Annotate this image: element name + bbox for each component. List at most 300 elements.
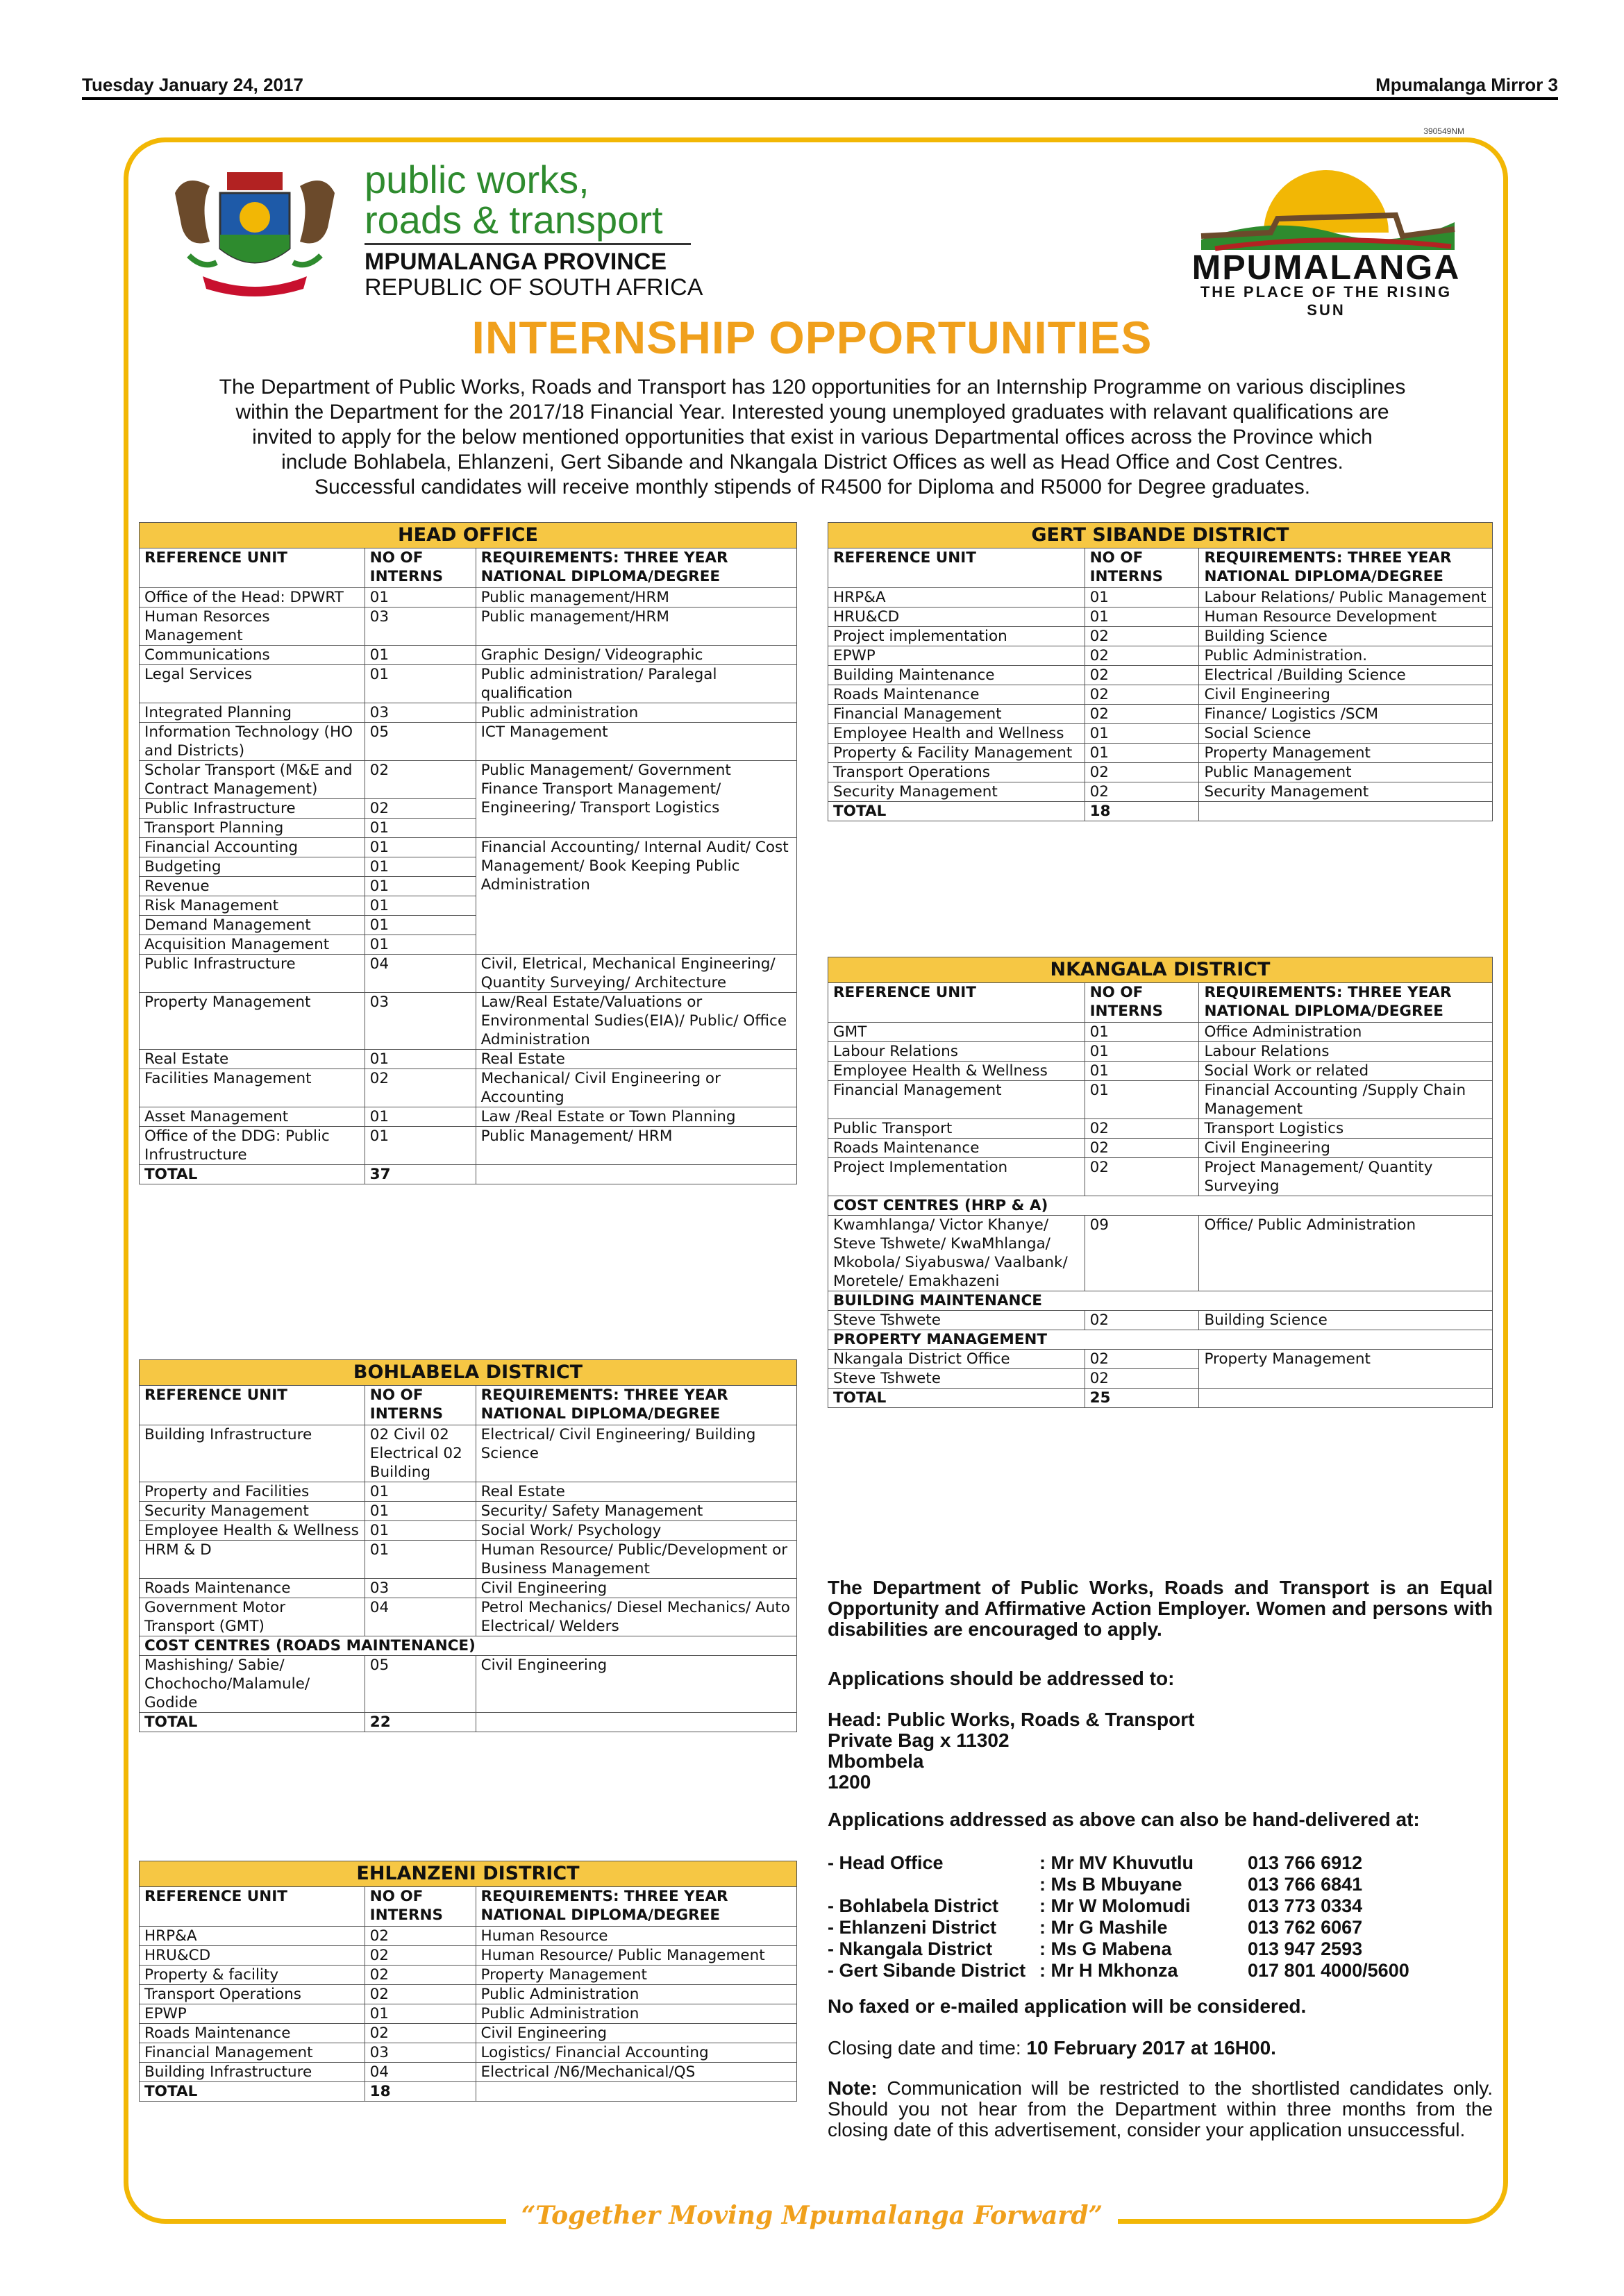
closing-value: 10 February 2017 at 16H00. — [1026, 2037, 1276, 2059]
requirements-cell: Civil Engineering — [1199, 1139, 1493, 1158]
interns-count-cell: 01 — [365, 896, 476, 916]
requirements-cell: Social Science — [1199, 724, 1493, 744]
table-row — [828, 685, 1493, 705]
contact-row — [828, 1960, 1428, 1981]
table-header-row — [140, 548, 797, 588]
section-title: NKANGALA DISTRICT — [828, 957, 1493, 982]
requirements-cell: Finance/ Logistics /SCM — [1199, 705, 1493, 724]
requirements-cell: Labour Relations/ Public Management — [1199, 588, 1493, 607]
table-row — [828, 1216, 1493, 1291]
address-line: Mbombela — [828, 1750, 924, 1772]
closing-label: Closing date and time: — [828, 2037, 1021, 2059]
header-no-of-interns: NO OF INTERNS — [1085, 983, 1199, 1023]
interns-count-cell: 02 — [1085, 666, 1199, 685]
table-row — [140, 1946, 797, 1966]
ad-reference-code: 390549NM — [1423, 126, 1464, 136]
contact-person: : Mr G Mashile — [1039, 1917, 1168, 1938]
no-fax-notice: No faxed or e-mailed application will be considered. — [828, 1995, 1307, 2017]
reference-unit-cell: Transport Operations — [828, 763, 1085, 782]
address-line: Head: Public Works, Roads & Transport — [828, 1709, 1195, 1730]
interns-count-cell: 01 — [365, 1521, 476, 1541]
reference-unit-cell: Steve Tshwete — [828, 1311, 1085, 1330]
intro-line: include Bohlabela, Ehlanzeni, Gert Sibande and Nkangala District Offices as well as Head Office and Cost Centres. — [281, 451, 1343, 474]
contact-office — [828, 1874, 1039, 1895]
requirements-cell: Human Resource — [476, 1927, 796, 1946]
interns-count-cell: 02 — [1085, 1350, 1199, 1369]
interns-count-cell: 01 — [1085, 1042, 1199, 1062]
reference-unit-cell: Security Management — [828, 782, 1085, 802]
total-blank — [476, 2082, 796, 2102]
reference-unit-cell: HRM & D — [140, 1541, 365, 1579]
interns-count-cell: 02 — [1085, 646, 1199, 666]
contact-office: - Gert Sibande District — [828, 1960, 1026, 1981]
requirements-cell: Office/ Public Administration — [1199, 1216, 1493, 1291]
table-row — [828, 646, 1493, 666]
contact-office: - Head Office — [828, 1852, 944, 1873]
requirements-cell: Petrol Mechanics/ Diesel Mechanics/ Auto Electrical/ Welders — [476, 1598, 796, 1636]
contact-office: - Nkangala District — [828, 1938, 993, 1959]
interns-count-cell: 03 — [365, 1579, 476, 1598]
reference-unit-cell: Employee Health & Wellness — [140, 1521, 365, 1541]
requirements-cell: Office Administration — [1199, 1023, 1493, 1042]
interns-count-cell: 02 — [365, 1966, 476, 1985]
interns-count-cell: 01 — [1085, 1023, 1199, 1042]
interns-count-cell: 03 — [365, 607, 476, 646]
requirements-cell: Labour Relations — [1199, 1042, 1493, 1062]
interns-count-cell: 03 — [365, 993, 476, 1050]
requirements-cell: Public Administration. — [1199, 646, 1493, 666]
requirements-cell: Social Work/ Psychology — [476, 1521, 796, 1541]
table-row — [140, 1482, 797, 1502]
contact-row — [828, 1874, 1428, 1895]
reference-unit-cell: Risk Management — [140, 896, 365, 916]
total-blank — [476, 1165, 796, 1184]
interns-count-cell: 01 — [365, 1541, 476, 1579]
table-row — [828, 1081, 1493, 1119]
reference-unit-cell: Employee Health & Wellness — [828, 1062, 1085, 1081]
reference-unit-cell: Information Technology (HO and Districts) — [140, 723, 365, 761]
requirements-cell: Civil Engineering — [476, 2024, 796, 2043]
interns-count-cell: 02 — [1085, 1311, 1199, 1330]
bohlabela-table — [139, 1359, 797, 1732]
contact-person: : Ms G Mabena — [1039, 1938, 1172, 1959]
address-line: 1200 — [828, 1771, 871, 1793]
section-title: GERT SIBANDE DISTRICT — [828, 522, 1493, 548]
requirements-cell: Social Work or related — [1199, 1062, 1493, 1081]
requirements-cell: Public Administration — [476, 1985, 796, 2004]
total-blank — [1199, 1389, 1493, 1408]
requirements-cell: Civil Engineering — [476, 1579, 796, 1598]
reference-unit-cell: Financial Management — [140, 2043, 365, 2063]
interns-count-cell: 01 — [365, 665, 476, 703]
intro-line: invited to apply for the below mentioned opportunities that exist in various Departmental offices across the Province which — [252, 426, 1373, 449]
reference-unit-cell: Kwamhlanga/ Victor Khanye/ Steve Tshwete/ KwaMhlanga/ Mkobola/ Siyabuswa/ Vaalbank/ Moretele/ Emakhazeni — [828, 1216, 1085, 1291]
newspaper-page: Mpumalanga Mirror 3 — [1375, 74, 1558, 95]
header-no-of-interns: NO OF INTERNS — [365, 1887, 476, 1927]
reference-unit-cell: Property Management — [140, 993, 365, 1050]
table-row — [140, 1656, 797, 1713]
republic-name: REPUBLIC OF SOUTH AFRICA — [365, 274, 703, 301]
total-row — [140, 1713, 797, 1732]
interns-count-cell: 01 — [1085, 1081, 1199, 1119]
table-row — [828, 724, 1493, 744]
table-row — [828, 588, 1493, 607]
table-row — [140, 1069, 797, 1107]
table-row — [140, 1425, 797, 1482]
table-row — [828, 763, 1493, 782]
reference-unit-cell: Integrated Planning — [140, 703, 365, 723]
contact-person: : Ms B Mbuyane — [1039, 1874, 1182, 1895]
total-row — [140, 1165, 797, 1184]
total-row — [140, 2082, 797, 2102]
header-reference-unit: REFERENCE UNIT — [828, 548, 1085, 588]
total-value: 25 — [1085, 1389, 1199, 1408]
header-no-of-interns: NO OF INTERNS — [1085, 548, 1199, 588]
mpumalanga-wordmark: MPUMALANGA — [1191, 248, 1461, 287]
interns-count-cell: 01 — [365, 935, 476, 955]
requirements-cell: Public Administration — [476, 2004, 796, 2024]
reference-unit-cell: Employee Health and Wellness — [828, 724, 1085, 744]
contact-row — [828, 1938, 1428, 1960]
table-row — [140, 1127, 797, 1165]
requirements-cell: Project Management/ Quantity Surveying — [1199, 1158, 1493, 1196]
interns-count-cell: 01 — [365, 2004, 476, 2024]
interns-count-cell: 01 — [1085, 744, 1199, 763]
header-no-of-interns: NO OF INTERNS — [365, 548, 476, 588]
intro-line: The Department of Public Works, Roads and Transport has 120 opportunities for an Internship Programme on various disciplines — [219, 376, 1406, 399]
contact-person: : Mr H Mkhonza — [1039, 1960, 1178, 1981]
subsection-label: PROPERTY MANAGEMENT — [828, 1330, 1493, 1350]
table-row — [140, 1521, 797, 1541]
table-row — [140, 761, 797, 799]
interns-count-cell: 04 — [365, 2063, 476, 2082]
table-row — [828, 1023, 1493, 1042]
reference-unit-cell: Government Motor Transport (GMT) — [140, 1598, 365, 1636]
total-label: TOTAL — [140, 1165, 365, 1184]
total-label: TOTAL — [828, 802, 1085, 821]
department-name — [365, 160, 663, 240]
total-label: TOTAL — [140, 1713, 365, 1732]
reference-unit-cell: Security Management — [140, 1502, 365, 1521]
reference-unit-cell: Property and Facilities — [140, 1482, 365, 1502]
interns-count-cell: 01 — [1085, 1062, 1199, 1081]
contact-list — [828, 1852, 1428, 1981]
requirements-cell: Mechanical/ Civil Engineering or Accounting — [476, 1069, 796, 1107]
requirements-cell: Electrical/ Civil Engineering/ Building Science — [476, 1425, 796, 1482]
table-row — [828, 1350, 1493, 1369]
table-row — [828, 607, 1493, 627]
contact-person: : Mr MV Khuvutlu — [1039, 1852, 1194, 1873]
issue-date: Tuesday January 24, 2017 — [82, 74, 303, 95]
interns-count-cell: 01 — [365, 819, 476, 838]
interns-count-cell: 02 — [365, 2024, 476, 2043]
interns-count-cell: 02 — [1085, 1139, 1199, 1158]
requirements-cell: Building Science — [1199, 627, 1493, 646]
reference-unit-cell: Revenue — [140, 877, 365, 896]
contact-phone: 013 766 6912 — [1248, 1852, 1363, 1873]
header-requirements: REQUIREMENTS: THREE YEAR NATIONAL DIPLOMA/DEGREE — [476, 1887, 796, 1927]
table-row — [828, 1042, 1493, 1062]
table-row — [140, 1502, 797, 1521]
table-row — [140, 646, 797, 665]
requirements-cell: Property Management — [1199, 744, 1493, 763]
table-row — [140, 607, 797, 646]
gert-sibande-table — [828, 522, 1493, 821]
requirements-cell: Public administration/ Paralegal qualification — [476, 665, 796, 703]
header-requirements: REQUIREMENTS: THREE YEAR NATIONAL DIPLOMA/DEGREE — [1199, 548, 1493, 588]
section-title: EHLANZENI DISTRICT — [139, 1861, 797, 1886]
header-reference-unit: REFERENCE UNIT — [140, 1887, 365, 1927]
requirements-cell: Transport Logistics — [1199, 1119, 1493, 1139]
interns-count-cell: 02 — [365, 761, 476, 799]
intro-paragraph — [142, 375, 1482, 500]
interns-count-cell: 02 — [365, 1069, 476, 1107]
requirements-cell: Electrical /Building Science — [1199, 666, 1493, 685]
interns-count-cell: 04 — [365, 1598, 476, 1636]
coat-of-arms-icon — [161, 165, 349, 304]
table-row — [140, 2043, 797, 2063]
interns-count-cell: 01 — [365, 1502, 476, 1521]
reference-unit-cell: Steve Tshwete — [828, 1369, 1085, 1389]
contact-phone: 017 801 4000/5600 — [1248, 1960, 1409, 1981]
reference-unit-cell: Public Infrastructure — [140, 799, 365, 819]
interns-count-cell: 02 — [365, 1946, 476, 1966]
reference-unit-cell: HRU&CD — [140, 1946, 365, 1966]
reference-unit-cell: Financial Accounting — [140, 838, 365, 857]
interns-count-cell: 01 — [365, 1127, 476, 1165]
total-value: 18 — [365, 2082, 476, 2102]
reference-unit-cell: HRP&A — [828, 588, 1085, 607]
total-value: 18 — [1085, 802, 1199, 821]
reference-unit-cell: GMT — [828, 1023, 1085, 1042]
interns-count-cell: 09 — [1085, 1216, 1199, 1291]
reference-unit-cell: Property & facility — [140, 1966, 365, 1985]
reference-unit-cell: Building Infrastructure — [140, 2063, 365, 2082]
department-rule — [365, 243, 691, 245]
contact-row — [828, 1917, 1428, 1938]
mpumalanga-tagline: THE PLACE OF THE RISING SUN — [1200, 283, 1453, 319]
intro-line: Successful candidates will receive monthly stipends of R4500 for Diploma and R5000 for Degree graduates. — [314, 476, 1311, 498]
reference-unit-cell: Budgeting — [140, 857, 365, 877]
table-row — [140, 703, 797, 723]
header-requirements: REQUIREMENTS: THREE YEAR NATIONAL DIPLOMA/DEGREE — [476, 1386, 796, 1425]
intro-line: within the Department for the 2017/18 Financial Year. Interested young unemployed graduates with relavant qualifications are — [235, 401, 1389, 424]
table-header-row — [828, 548, 1493, 588]
requirements-cell: Civil Engineering — [476, 1656, 796, 1713]
reference-unit-cell: Roads Maintenance — [828, 685, 1085, 705]
page-title: INTERNSHIP OPPORTUNITIES — [471, 312, 1153, 363]
contact-phone: 013 762 6067 — [1248, 1917, 1363, 1938]
interns-count-cell: 02 — [1085, 782, 1199, 802]
subsection-label: COST CENTRES (ROADS MAINTENANCE) — [140, 1636, 797, 1656]
table-row — [140, 955, 797, 993]
reference-unit-cell: Asset Management — [140, 1107, 365, 1127]
contact-phone: 013 947 2593 — [1248, 1938, 1363, 1959]
requirements-cell: Electrical /N6/Mechanical/QS — [476, 2063, 796, 2082]
interns-count-cell: 02 — [1085, 685, 1199, 705]
table-row — [140, 1927, 797, 1946]
contact-row — [828, 1895, 1428, 1917]
reference-unit-cell: Transport Operations — [140, 1985, 365, 2004]
interns-count-cell: 03 — [365, 2043, 476, 2063]
table-row — [140, 1050, 797, 1069]
province-name: MPUMALANGA PROVINCE — [365, 249, 667, 275]
department-name-line2: roads & transport — [365, 198, 663, 242]
table-row — [140, 665, 797, 703]
subsection-row — [828, 1291, 1493, 1311]
header-requirements: REQUIREMENTS: THREE YEAR NATIONAL DIPLOMA/DEGREE — [1199, 983, 1493, 1023]
nkangala-table — [828, 957, 1493, 1408]
ehlanzeni-table — [139, 1861, 797, 2102]
newspaper-header — [82, 64, 1558, 96]
section-title: HEAD OFFICE — [139, 522, 797, 548]
header-reference-unit: REFERENCE UNIT — [140, 548, 365, 588]
requirements-cell: Property Management — [1199, 1350, 1493, 1389]
contact-person: : Mr W Molomudi — [1039, 1895, 1191, 1916]
reference-unit-cell: Roads Maintenance — [828, 1139, 1085, 1158]
reference-unit-cell: Human Resorces Management — [140, 607, 365, 646]
interns-count-cell: 01 — [1085, 724, 1199, 744]
table-row — [828, 1158, 1493, 1196]
table-header-row — [140, 1386, 797, 1425]
reference-unit-cell: EPWP — [140, 2004, 365, 2024]
table-row — [828, 1062, 1493, 1081]
table-row — [140, 1985, 797, 2004]
reference-unit-cell: Office of the Head: DPWRT — [140, 588, 365, 607]
requirements-cell: Public administration — [476, 703, 796, 723]
table-header-row — [828, 983, 1493, 1023]
table-row — [828, 666, 1493, 685]
reference-unit-cell: Building Maintenance — [828, 666, 1085, 685]
contact-row — [828, 1852, 1428, 1874]
interns-count-cell: 02 — [365, 799, 476, 819]
total-value: 22 — [365, 1713, 476, 1732]
table-row — [828, 1139, 1493, 1158]
subsection-row — [828, 1330, 1493, 1350]
interns-count-cell: 01 — [365, 838, 476, 857]
total-row — [828, 802, 1493, 821]
reference-unit-cell: Office of the DDG: Public Infrustructure — [140, 1127, 365, 1165]
contact-office: - Ehlanzeni District — [828, 1917, 997, 1938]
interns-count-cell: 01 — [365, 588, 476, 607]
requirements-cell: Logistics/ Financial Accounting — [476, 2043, 796, 2063]
table-row — [828, 1119, 1493, 1139]
communication-note — [828, 2078, 1493, 2140]
reference-unit-cell: Legal Services — [140, 665, 365, 703]
subsection-label: COST CENTRES (HRP & A) — [828, 1196, 1493, 1216]
requirements-cell: Public Management/ HRM — [476, 1127, 796, 1165]
interns-count-cell: 05 — [365, 1656, 476, 1713]
table-row — [828, 627, 1493, 646]
table-row — [140, 1598, 797, 1636]
reference-unit-cell: Real Estate — [140, 1050, 365, 1069]
total-value: 37 — [365, 1165, 476, 1184]
requirements-cell: Property Management — [476, 1966, 796, 1985]
note-text: Communication will be restricted to the shortlisted candidates only. Should you not hear from the Department within three months from the closing date of this advertisement, consider your application unsuccessful. — [828, 2077, 1493, 2140]
equal-opportunity-statement: The Department of Public Works, Roads and Transport is an Equal Opportunity and Affirmative Action Employer. Women and persons with disabilities are encouraged to apply. — [828, 1577, 1493, 1640]
interns-count-cell: 02 — [1085, 627, 1199, 646]
requirements-cell: Public Management — [1199, 763, 1493, 782]
total-row — [828, 1389, 1493, 1408]
address-intro: Applications should be addressed to: — [828, 1668, 1175, 1689]
table-row — [140, 1579, 797, 1598]
total-label: TOTAL — [828, 1389, 1085, 1408]
interns-count-cell: 02 — [1085, 1158, 1199, 1196]
table-row — [140, 2024, 797, 2043]
total-blank — [476, 1713, 796, 1732]
table-row — [828, 782, 1493, 802]
subsection-row — [140, 1636, 797, 1656]
table-row — [140, 723, 797, 761]
table-row — [140, 1541, 797, 1579]
requirements-cell: Human Resource Development — [1199, 607, 1493, 627]
subsection-label: BUILDING MAINTENANCE — [828, 1291, 1493, 1311]
interns-count-cell: 04 — [365, 955, 476, 993]
reference-unit-cell: Facilities Management — [140, 1069, 365, 1107]
interns-count-cell: 01 — [365, 916, 476, 935]
slogan-banner — [0, 2201, 1624, 2230]
interns-count-cell: 05 — [365, 723, 476, 761]
interns-count-cell: 01 — [365, 1107, 476, 1127]
reference-unit-cell: Public Transport — [828, 1119, 1085, 1139]
requirements-cell: Public Management/ Government Finance Transport Management/ Engineering/ Transport Logistics — [476, 761, 796, 838]
interns-count-cell: 02 Civil 02 Electrical 02 Building — [365, 1425, 476, 1482]
requirements-cell: Public management/HRM — [476, 607, 796, 646]
requirements-cell: Building Science — [1199, 1311, 1493, 1330]
requirements-cell: Civil, Eletrical, Mechanical Engineering/ Quantity Surveying/ Architecture — [476, 955, 796, 993]
requirements-cell: Security/ Safety Management — [476, 1502, 796, 1521]
closing-date — [828, 2038, 1493, 2059]
reference-unit-cell: Building Infrastructure — [140, 1425, 365, 1482]
reference-unit-cell: EPWP — [828, 646, 1085, 666]
note-label: Note: — [828, 2077, 878, 2099]
subsection-row — [828, 1196, 1493, 1216]
total-label: TOTAL — [140, 2082, 365, 2102]
reference-unit-cell: Communications — [140, 646, 365, 665]
reference-unit-cell: Acquisition Management — [140, 935, 365, 955]
interns-count-cell: 02 — [365, 1927, 476, 1946]
reference-unit-cell: Mashishing/ Sabie/ Chochocho/Malamule/ Godide — [140, 1656, 365, 1713]
hand-delivery-intro: Applications addressed as above can also be hand-delivered at: — [828, 1809, 1420, 1830]
requirements-cell: Real Estate — [476, 1050, 796, 1069]
requirements-cell: Civil Engineering — [1199, 685, 1493, 705]
table-row — [828, 705, 1493, 724]
interns-count-cell: 01 — [365, 1050, 476, 1069]
reference-unit-cell: Property & Facility Management — [828, 744, 1085, 763]
requirements-cell: ICT Management — [476, 723, 796, 761]
reference-unit-cell: Nkangala District Office — [828, 1350, 1085, 1369]
interns-count-cell: 02 — [1085, 705, 1199, 724]
reference-unit-cell: HRP&A — [140, 1927, 365, 1946]
requirements-cell: Law /Real Estate or Town Planning — [476, 1107, 796, 1127]
postal-address — [828, 1709, 1493, 1793]
interns-count-cell: 02 — [365, 1985, 476, 2004]
requirements-cell: Real Estate — [476, 1482, 796, 1502]
table-row — [828, 1311, 1493, 1330]
reference-unit-cell: Scholar Transport (M&E and Contract Management) — [140, 761, 365, 799]
reference-unit-cell: Demand Management — [140, 916, 365, 935]
reference-unit-cell: HRU&CD — [828, 607, 1085, 627]
interns-count-cell: 01 — [365, 646, 476, 665]
head-office-table — [139, 522, 797, 1184]
reference-unit-cell: Public Infrastructure — [140, 955, 365, 993]
table-row — [828, 744, 1493, 763]
table-row — [140, 1966, 797, 1985]
requirements-cell: Security Management — [1199, 782, 1493, 802]
interns-count-cell: 01 — [1085, 607, 1199, 627]
header-no-of-interns: NO OF INTERNS — [365, 1386, 476, 1425]
requirements-cell: Law/Real Estate/Valuations or Environmental Sudies(EIA)/ Public/ Office Administration — [476, 993, 796, 1050]
